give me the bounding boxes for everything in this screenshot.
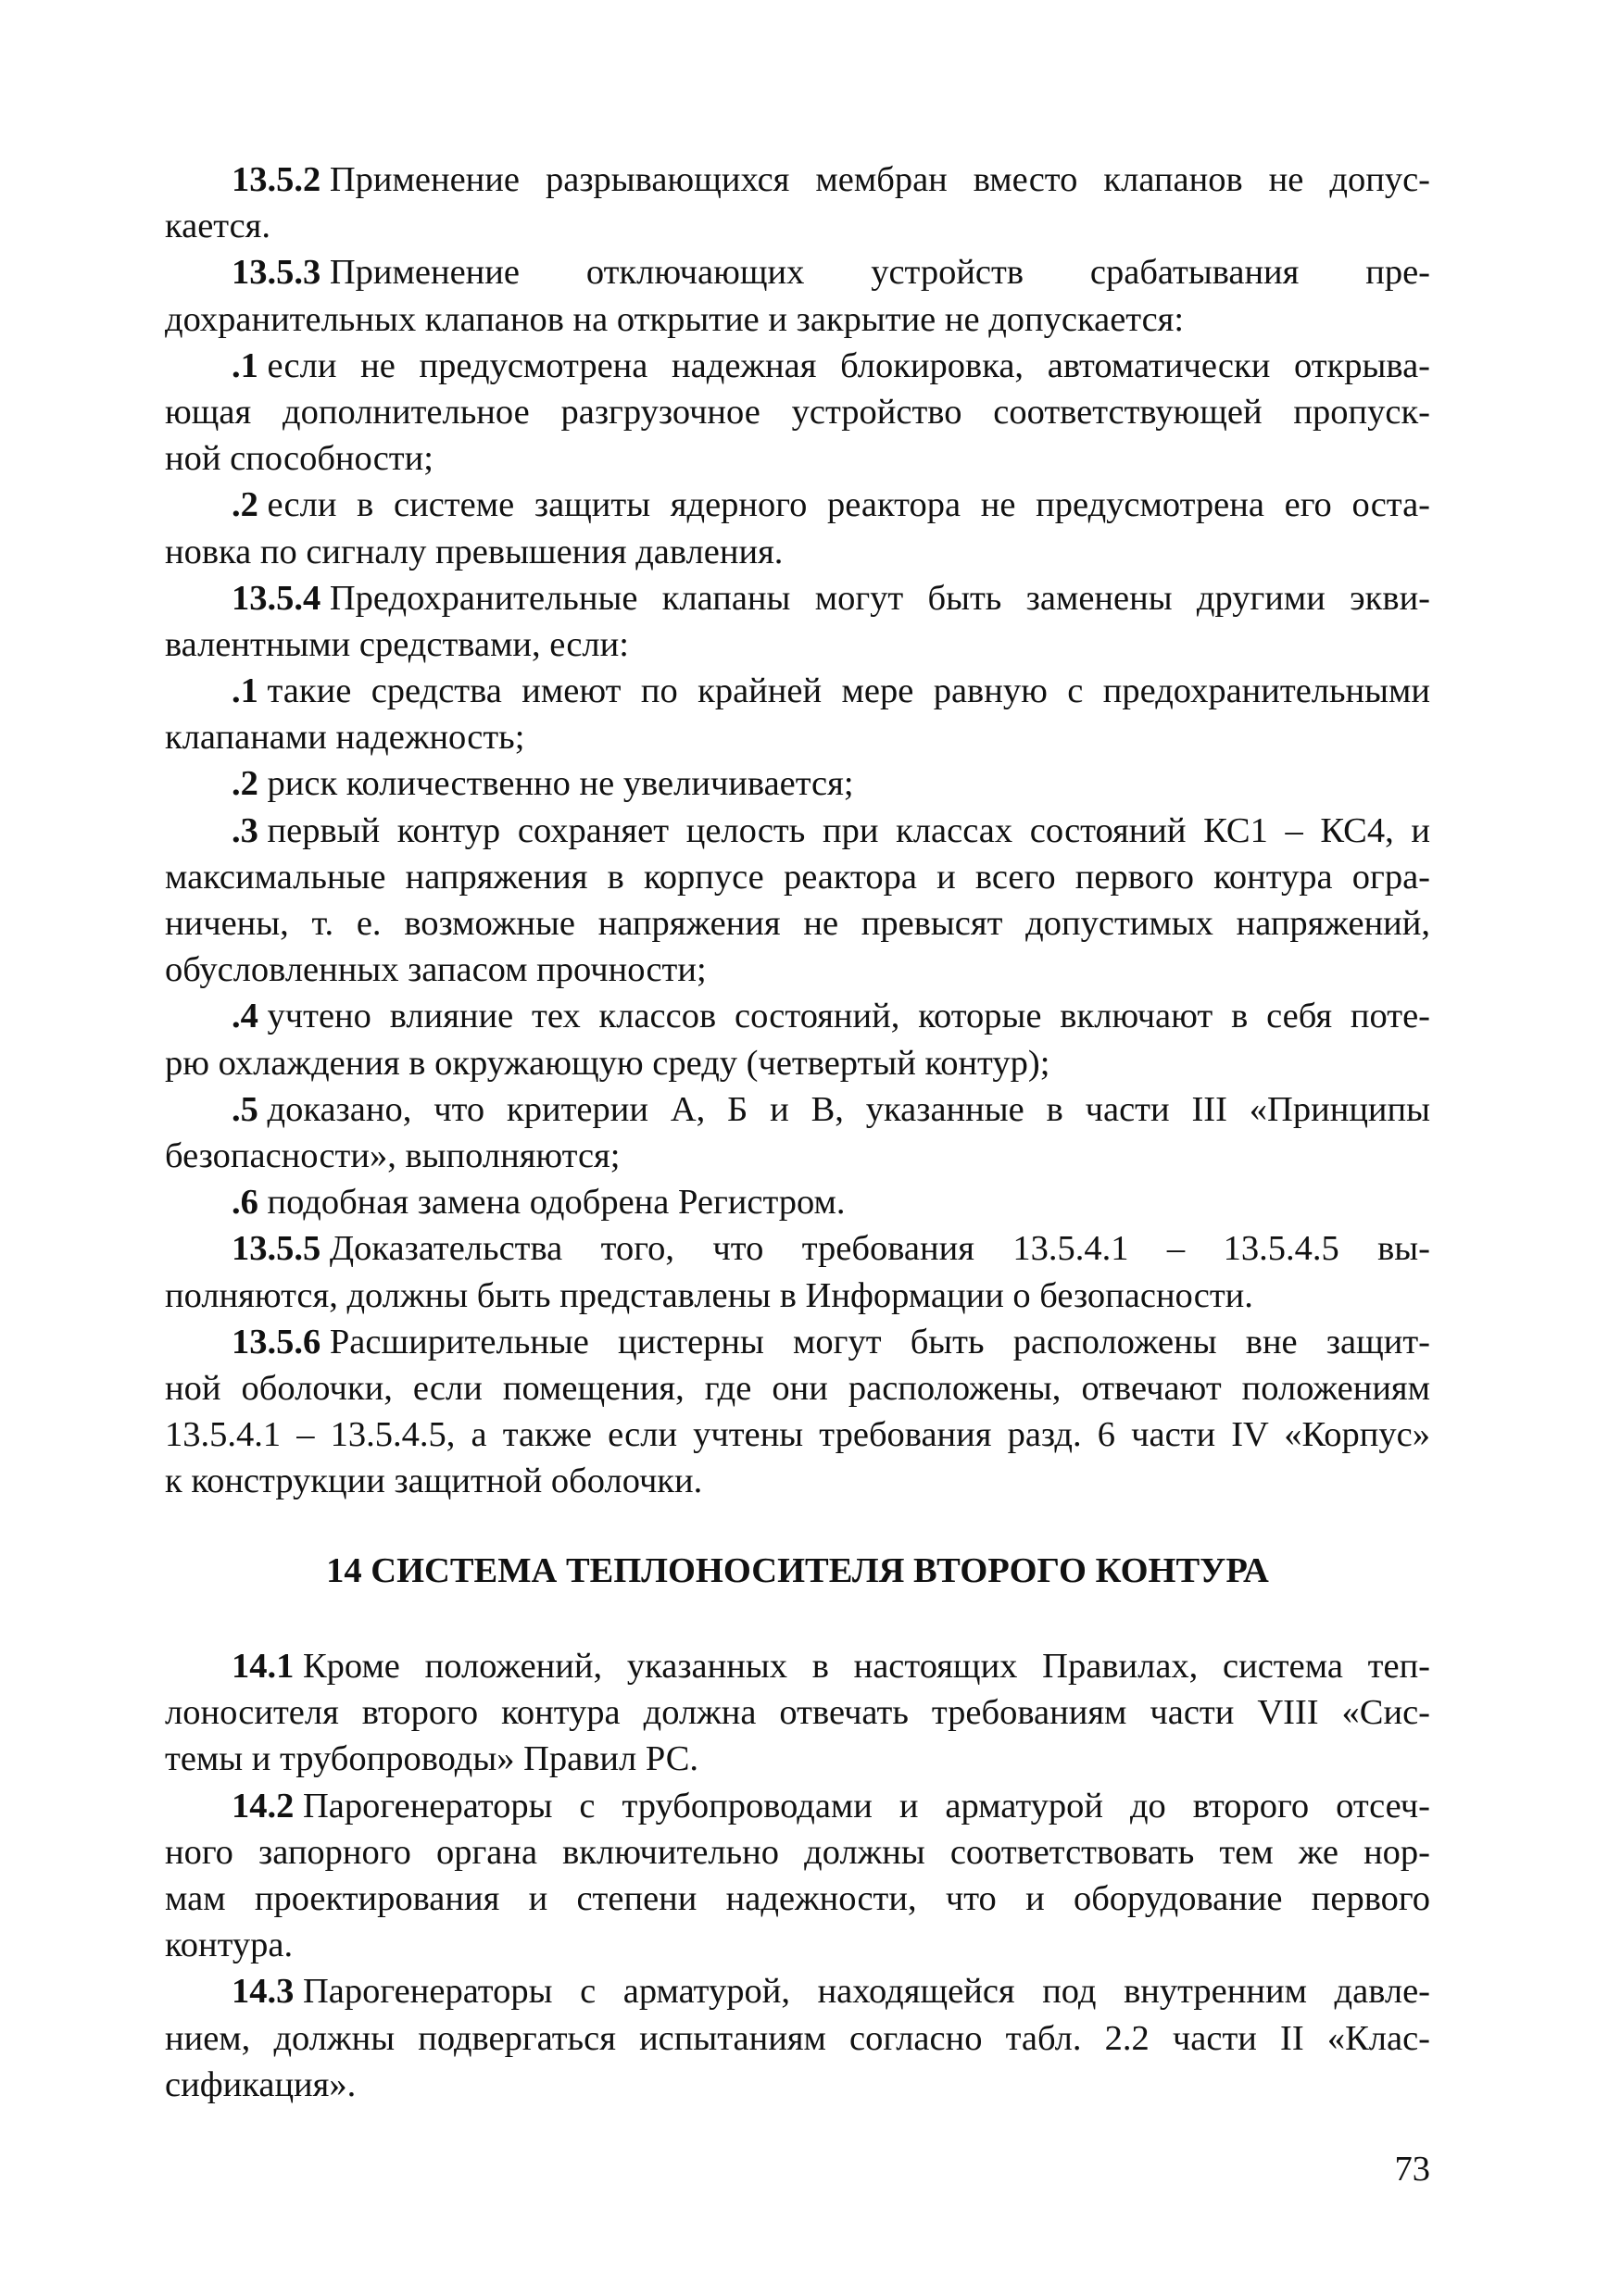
text-line [165,1458,1430,1504]
text-line [165,389,1430,435]
text-line [165,1133,1430,1179]
text-line [165,1040,1430,1086]
clause-text: темы и трубопроводы» Правил РС. [165,1739,699,1779]
clause-text: нием, должны подвергаться испытаниям согласно табл. 2.2 части II «Клас- [165,2018,1430,2058]
clause-text: первый контур сохраняет целость при классах состояний КС1 – КС4, и [267,810,1430,850]
text-line [165,343,1430,389]
text-line [165,1643,1430,1689]
clause-text: ющая дополнительное разгрузочное устройство соответствующей пропуск- [165,392,1430,432]
clause-text: обусловленных запасом прочности; [165,950,707,990]
text-line [165,947,1430,993]
paragraph [165,1783,1430,1969]
clause-text: сификация». [165,2064,357,2104]
clause-text: дохранительных клапанов на открытие и закрытие не допускается: [165,299,1185,339]
paragraph [165,482,1430,574]
paragraph [165,1968,1430,2108]
clause-text: Доказательства того, что требования 13.5.4.1 – 13.5.4.5 вы- [329,1229,1430,1269]
clause-number: .6 [232,1183,258,1223]
text-line [165,993,1430,1039]
paragraph [165,575,1430,668]
clause-text: ной оболочки, если помещения, где они расположены, отвечают положениям [165,1368,1430,1408]
clause-number: .2 [232,485,258,525]
paragraph [165,808,1430,994]
paragraph [165,1319,1430,1505]
paragraph [165,1086,1430,1179]
clause-text: Применение разрывающихся мембран вместо клапанов не допус- [329,160,1430,199]
clause-text: риск количественно не увеличивается; [267,764,854,804]
clause-text: доказано, что критерии А, Б и В, указанные в части III «Принципы [267,1089,1430,1129]
clause-number: 13.5.3 [232,253,321,293]
clause-number: 14.3 [232,1972,295,2012]
clause-text: клапанами надежность; [165,718,525,758]
text-line [165,1829,1430,1876]
section-14-heading: 14 СИСТЕМА ТЕПЛОНОСИТЕЛЯ ВТОРОГО КОНТУРА [326,1551,1269,1590]
paragraph [165,343,1430,483]
text-line [165,1736,1430,1782]
text-line [165,1225,1430,1272]
text-line [165,435,1430,482]
text-line [165,2062,1430,2108]
clause-number: .2 [232,764,258,804]
text-line [165,2015,1430,2062]
clause-text: лоносителя второго контура должна отвечать требованиям части VIII «Сис- [165,1693,1430,1733]
clause-text: полняются, должны быть представлены в Информации о безопасности. [165,1275,1253,1315]
text-line [165,482,1430,528]
clause-number: 13.5.5 [232,1229,321,1269]
clause-text: Парогенераторы с трубопроводами и арматурой до второго отсеч- [303,1786,1430,1826]
text-line [165,808,1430,854]
text-line [165,621,1430,668]
clause-text: подобная замена одобрена Регистром. [267,1183,846,1223]
text-line [165,668,1430,714]
text-line [165,249,1430,295]
clause-number: 13.5.2 [232,160,321,199]
paragraph [165,157,1430,249]
clause-text: учтено влияние тех классов состояний, которые включают в себя поте- [267,997,1430,1036]
clause-text: мам проектирования и степени надежности, что и оборудование первого [165,1878,1430,1918]
clause-text: если не предусмотрена надежная блокировка, автоматически открыва- [267,345,1430,385]
clause-text: 13.5.4.1 – 13.5.4.5, а также если учтены требования разд. 6 части IV «Корпус» [165,1415,1430,1455]
text-line [165,575,1430,621]
clause-text: такие средства имеют по крайней мере равную с предохранительными [267,671,1430,711]
clause-number: 14.2 [232,1786,295,1826]
clause-number: .1 [232,671,258,711]
text-line [165,1968,1430,2014]
clause-text: валентными средствами, если: [165,624,629,664]
clause-text: рю охлаждения в окружающую среду (четвертый контур); [165,1043,1050,1083]
clause-text: контура. [165,1926,294,1965]
text-line [165,203,1430,249]
clause-text: ной способности; [165,439,434,479]
text-line [165,1365,1430,1411]
text-line [165,1179,1430,1225]
section-13-5-body [165,157,1430,1504]
text-line [165,1319,1430,1365]
text-line [165,1411,1430,1458]
page-number: 73 [1394,2150,1430,2189]
clause-text: новка по сигналу превышения давления. [165,532,784,571]
clause-text: Предохранительные клапаны могут быть заменены другими экви- [329,578,1430,618]
clause-text: кается. [165,207,271,246]
text-line [165,529,1430,575]
text-line [165,900,1430,947]
clause-number: 14.1 [232,1647,295,1686]
section-14-body [165,1643,1430,2108]
clause-number: .3 [232,810,258,850]
paragraph [165,1643,1430,1783]
text-line [165,1273,1430,1319]
text-line [165,296,1430,343]
text-line [165,1783,1430,1829]
clause-text: безопасности», выполняются; [165,1135,621,1175]
text-line [165,854,1430,900]
text-line [165,760,1430,807]
paragraph [165,993,1430,1085]
text-line [165,1922,1430,1968]
clause-number: .5 [232,1089,258,1129]
text-line [165,714,1430,760]
text-line [165,1689,1430,1736]
clause-number: 13.5.6 [232,1322,321,1361]
text-line [165,157,1430,203]
paragraph [165,1225,1430,1318]
clause-text: если в системе защиты ядерного реактора не предусмотрена его оста- [267,485,1430,525]
clause-text: ного запорного органа включительно должны соответствовать тем же нор- [165,1832,1430,1872]
clause-text: ничены, т. е. возможные напряжения не превысят допустимых напряжений, [165,904,1430,943]
clause-number: 13.5.4 [232,578,321,618]
clause-number: .4 [232,997,258,1036]
clause-text: максимальные напряжения в корпусе реактора и всего первого контура огра- [165,857,1430,897]
paragraph [165,668,1430,760]
clause-text: Кроме положений, указанных в настоящих Правилах, система теп- [303,1647,1430,1686]
text-line [165,1876,1430,1922]
paragraph [165,249,1430,342]
text-line [165,1086,1430,1133]
clause-text: Применение отключающих устройств срабатывания пре- [329,253,1430,293]
clause-number: .1 [232,345,258,385]
clause-text: Парогенераторы с арматурой, находящейся под внутренним давле- [303,1972,1430,2012]
paragraph [165,760,1430,807]
clause-text: к конструкции защитной оболочки. [165,1462,703,1501]
clause-text: Расширительные цистерны могут быть расположены вне защит- [329,1322,1430,1361]
paragraph [165,1179,1430,1225]
